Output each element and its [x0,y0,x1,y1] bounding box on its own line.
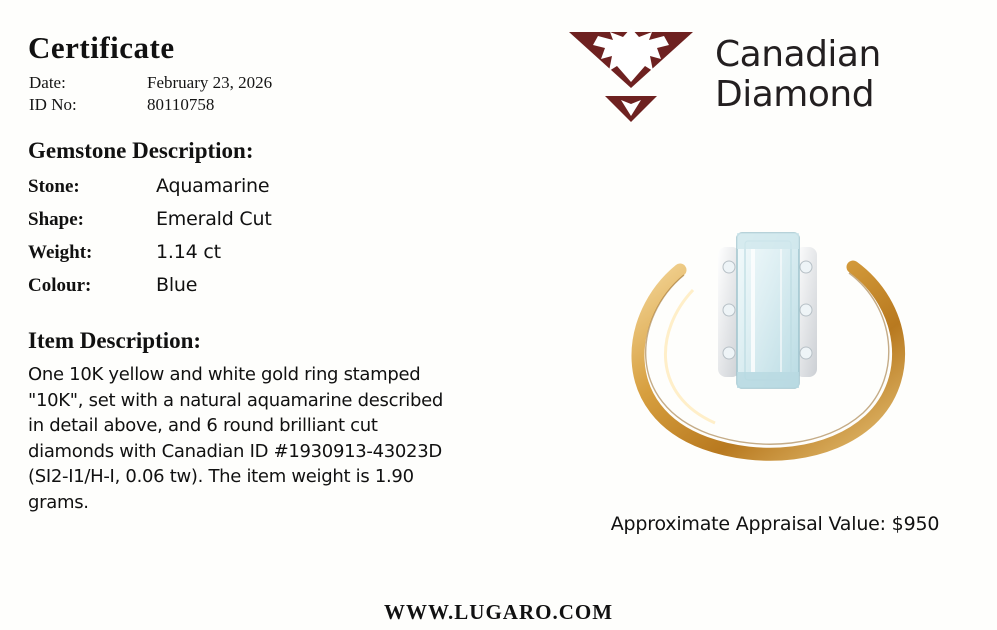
date-value: February 23, 2026 [147,73,273,92]
shape-value: Emerald Cut [156,208,272,230]
weight-label: Weight: [28,242,93,263]
stone-value: Aquamarine [156,175,270,197]
id-no-value: 80110758 [147,95,215,114]
date-label: Date: [29,73,66,92]
colour-label: Colour: [28,275,92,296]
page-title: Certificate [28,30,175,65]
colour-value: Blue [156,274,198,296]
item-description-heading: Item Description: [28,328,202,353]
centre-gemstone [737,233,799,388]
aquamarine-ring-photograph [585,195,955,495]
appraisal-value-text: Approximate Appraisal Value: $950 [610,513,940,535]
gemstone-description-heading: Gemstone Description: [28,138,254,163]
website-url: WWW.LUGARO.COM [383,600,614,624]
id-no-label: ID No: [29,95,77,114]
certificate-details [28,30,568,515]
table-row [28,170,272,203]
table-row [28,203,272,236]
table-row [28,236,272,269]
stone-label: Stone: [28,176,80,197]
brand-logo [565,26,881,124]
item-description-text: One 10K yellow and white gold ring stamped "10K", set with a natural aquamarine described in detail above, and 6 round brilliant cut diamonds with Canadian ID #1930913-43023D (SI2-I1/H-I, 0.06 tw). The item weight is 1.90 grams. [28,364,444,513]
weight-value: 1.14 ct [156,241,221,263]
brand-name [715,35,881,116]
diamond-maple-leaf-icon [565,26,697,124]
brand-line-2: Diamond [715,74,875,115]
table-row [29,72,272,94]
gemstone-spec-table [28,170,272,302]
table-row [28,269,272,302]
brand-line-1: Canadian [715,33,881,75]
table-row [29,94,272,116]
shape-label: Shape: [28,209,84,230]
certificate-meta-table [29,72,272,116]
